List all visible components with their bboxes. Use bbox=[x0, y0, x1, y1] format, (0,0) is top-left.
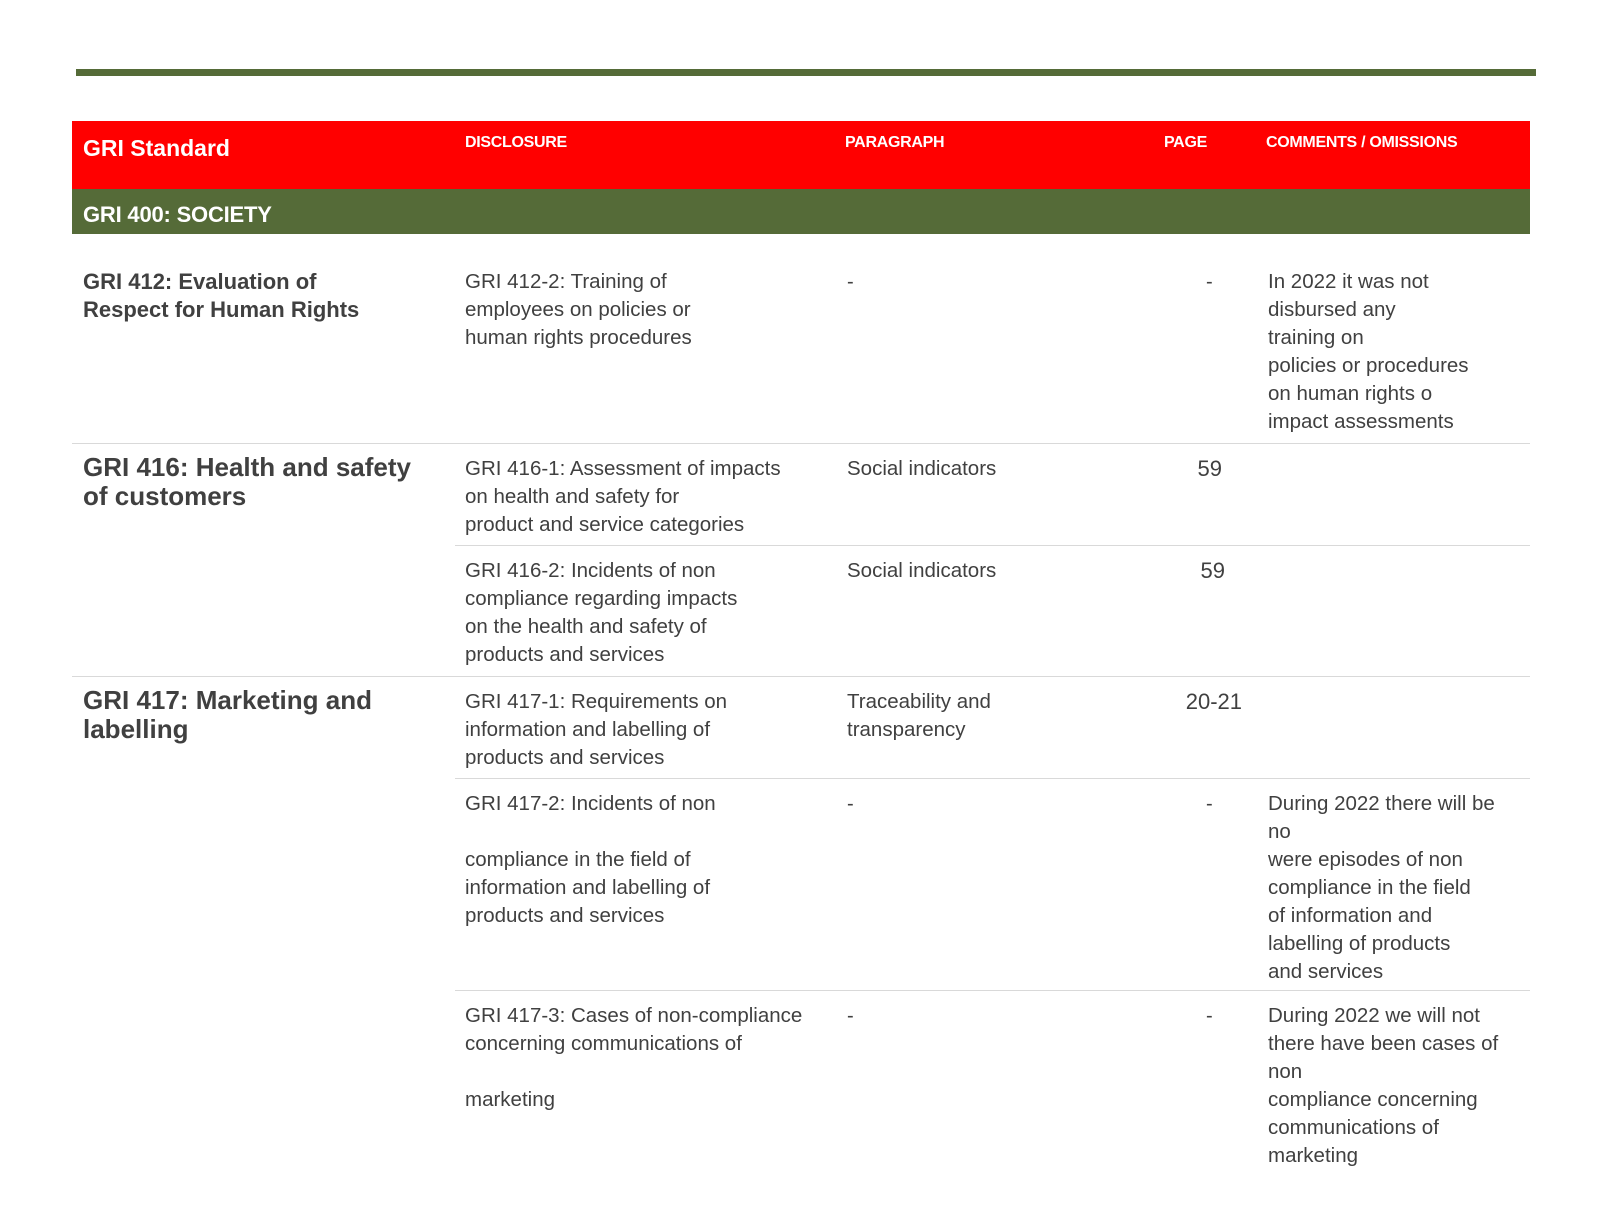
paragraph-cell: Social indicators bbox=[847, 457, 997, 480]
disclosure-cell: GRI 417-3: Cases of non-compliance concerning communications of marketing bbox=[465, 1004, 803, 1111]
comments-cell: In 2022 it was not disbursed any training on policies or procedures on human rights o impact assessments bbox=[1268, 270, 1469, 433]
header-disclosure: DISCLOSURE bbox=[465, 134, 567, 151]
header-page: PAGE bbox=[1164, 134, 1207, 151]
row-divider bbox=[455, 778, 1530, 779]
page-cell: - bbox=[1206, 793, 1213, 815]
disclosure-cell: GRI 416-1: Assessment of impacts on health and safety for product and service categories bbox=[465, 457, 781, 536]
row-divider bbox=[72, 676, 1530, 677]
page-cell: - bbox=[1206, 271, 1213, 293]
standard-cell: GRI 412: Evaluation of Respect for Human Rights bbox=[83, 269, 360, 322]
comments-cell: During 2022 there will be no were episodes of non compliance in the field of information and labelling of products and services bbox=[1268, 792, 1495, 983]
row-divider bbox=[72, 443, 1530, 444]
row-divider bbox=[455, 545, 1530, 546]
page-cell: 59 bbox=[1197, 456, 1222, 481]
standard-cell: GRI 416: Health and safety of customers bbox=[83, 452, 411, 511]
paragraph-cell: Traceability and transparency bbox=[847, 690, 991, 741]
section-header bbox=[72, 189, 1530, 234]
disclosure-cell: GRI 412-2: Training of employees on policies or human rights procedures bbox=[465, 270, 692, 349]
disclosure-cell: GRI 417-2: Incidents of non compliance in the field of information and labelling of products and services bbox=[465, 792, 716, 927]
page-cell: 59 bbox=[1200, 558, 1225, 583]
header-standard: GRI Standard bbox=[83, 135, 230, 161]
header-paragraph: PARAGRAPH bbox=[845, 134, 945, 151]
page-cell: - bbox=[1206, 1005, 1213, 1027]
paragraph-cell: Social indicators bbox=[847, 559, 997, 582]
table-header bbox=[72, 121, 1530, 189]
comments-cell: During 2022 we will not there have been cases of non compliance concerning communications of marketing bbox=[1268, 1004, 1499, 1167]
paragraph-cell: - bbox=[847, 1005, 854, 1027]
paragraph-cell: - bbox=[847, 793, 854, 815]
section-title: GRI 400: SOCIETY bbox=[83, 202, 272, 227]
header-comments: COMMENTS / OMISSIONS bbox=[1266, 134, 1458, 151]
disclosure-cell: GRI 416-2: Incidents of non compliance regarding impacts on the health and safety of products and services bbox=[465, 559, 738, 666]
row-divider bbox=[455, 990, 1530, 991]
standard-cell: GRI 417: Marketing and labelling bbox=[83, 685, 372, 744]
paragraph-cell: - bbox=[847, 271, 854, 293]
disclosure-cell: GRI 417-1: Requirements on information and labelling of products and services bbox=[465, 690, 728, 769]
top-rule bbox=[76, 69, 1536, 76]
page-cell: 20-21 bbox=[1185, 689, 1242, 714]
